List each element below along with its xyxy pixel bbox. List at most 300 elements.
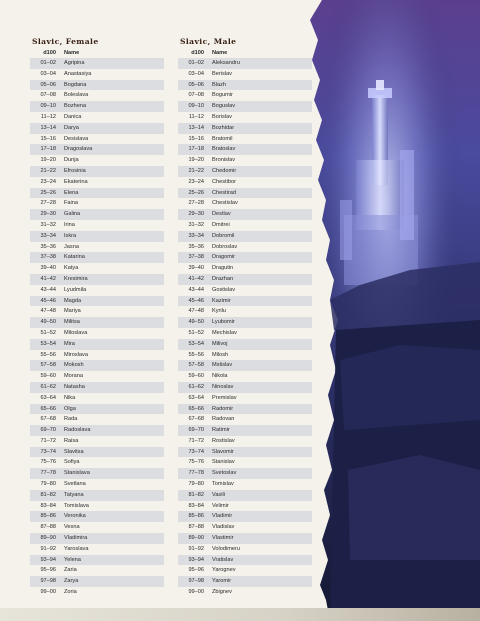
roll-range: 65–66 (40, 405, 56, 412)
female-roll-header: d100 (43, 50, 56, 56)
roll-range: 71–72 (40, 437, 56, 444)
roll-range: 73–74 (188, 448, 204, 455)
roll-range: 89–90 (188, 535, 204, 542)
name-cell: Agripina (64, 60, 85, 66)
name-cell: Mokosh (64, 362, 84, 369)
name-cell: Blazh (212, 81, 226, 88)
roll-range: 55–56 (40, 351, 56, 358)
roll-range: 13–14 (188, 124, 204, 131)
table-row (178, 188, 312, 199)
name-cell: Bogdana (64, 81, 87, 88)
table-row (178, 252, 312, 263)
name-cell: Chedomir (212, 167, 237, 174)
name-cell: Dragoslava (64, 146, 93, 153)
roll-range: 11–12 (188, 113, 204, 120)
name-cell: Miroslava (64, 351, 88, 358)
roll-range: 93–94 (40, 556, 56, 563)
roll-range: 71–72 (188, 437, 204, 444)
table-row (30, 112, 164, 123)
male-names-table (178, 36, 312, 598)
roll-range: 95–96 (188, 567, 204, 574)
name-cell: Radoslava (64, 427, 91, 434)
roll-range: 53–54 (40, 340, 56, 347)
table-row (178, 447, 312, 458)
roll-range: 41–42 (188, 275, 204, 282)
roll-range: 15–16 (188, 135, 204, 142)
name-cell: Aleksandru (212, 60, 240, 66)
roll-range: 43–44 (40, 286, 56, 293)
table-row (30, 69, 164, 80)
table-row (178, 263, 312, 274)
table-row (30, 101, 164, 112)
name-cell: Magda (64, 297, 82, 304)
table-row (30, 360, 164, 371)
table-row (30, 393, 164, 404)
table-row (178, 490, 312, 501)
name-cell: Tomislav (212, 481, 234, 488)
name-cell: Stanislav (212, 459, 235, 466)
table-row (30, 522, 164, 533)
name-cell: Vladimir (212, 513, 233, 520)
name-cell: Velimir (212, 502, 229, 509)
table-row (178, 220, 312, 231)
table-row (30, 511, 164, 522)
name-cell: Iskra (64, 232, 77, 239)
name-cell: Bronislav (212, 157, 236, 164)
table-row (30, 198, 164, 209)
roll-range: 47–48 (188, 308, 204, 315)
table-row (178, 425, 312, 436)
name-cell: Natasha (64, 383, 85, 390)
name-cell: Tomislava (64, 502, 89, 509)
table-row (30, 404, 164, 415)
roll-range: 53–54 (188, 340, 204, 347)
name-cell: Boleslava (64, 92, 89, 99)
table-row (30, 587, 164, 598)
table-row (30, 263, 164, 274)
table-row (30, 134, 164, 145)
table-row (178, 468, 312, 479)
table-row (30, 425, 164, 436)
roll-range: 51–52 (188, 329, 204, 336)
name-cell: Sofiya (64, 459, 80, 466)
name-cell: Mira (64, 340, 75, 347)
table-row (178, 274, 312, 285)
name-cell: Dmitrei (212, 221, 230, 228)
roll-range: 11–12 (40, 113, 56, 120)
table-row (30, 80, 164, 91)
roll-range: 29–30 (40, 211, 56, 218)
male-table-title: Slavic, Male (180, 37, 237, 46)
roll-range: 55–56 (188, 351, 204, 358)
table-row (178, 155, 312, 166)
roll-range: 57–58 (40, 362, 56, 369)
name-cell: Mariya (64, 308, 81, 315)
male-roll-header: d100 (191, 50, 204, 56)
table-row (178, 350, 312, 361)
roll-range: 15–16 (40, 135, 56, 142)
roll-range: 29–30 (188, 211, 204, 218)
table-row (178, 576, 312, 587)
name-cell: Efrosinia (64, 167, 86, 174)
table-row (178, 112, 312, 123)
roll-range: 33–34 (188, 232, 204, 239)
name-cell: Nikola (212, 373, 228, 380)
roll-range: 01–02 (40, 60, 56, 66)
name-cell: Vladimira (64, 535, 88, 542)
table-row (30, 565, 164, 576)
roll-range: 97–98 (188, 578, 204, 585)
table-row (30, 436, 164, 447)
roll-range: 77–78 (40, 470, 56, 477)
name-cell: Faina (64, 200, 78, 207)
name-cell: Miloslava (64, 329, 88, 336)
table-row (178, 285, 312, 296)
table-row (178, 166, 312, 177)
roll-range: 79–80 (40, 481, 56, 488)
roll-range: 09–10 (188, 103, 204, 110)
table-row (178, 209, 312, 220)
name-cell: Mstislav (212, 362, 233, 369)
table-row (30, 231, 164, 242)
table-row (30, 350, 164, 361)
roll-range: 33–34 (40, 232, 56, 239)
name-cell: Zbignev (212, 589, 232, 596)
table-row (178, 414, 312, 425)
name-cell: Galina (64, 211, 81, 218)
name-cell: Chestislav (212, 200, 238, 207)
table-row (30, 501, 164, 512)
roll-range: 67–68 (40, 416, 56, 423)
name-cell: Jasna (64, 243, 79, 250)
name-cell: Drazhan (212, 275, 234, 282)
roll-range: 21–22 (188, 167, 204, 174)
roll-range: 95–96 (40, 567, 56, 574)
roll-range: 91–92 (40, 545, 56, 552)
roll-range: 99–00 (40, 589, 56, 596)
name-cell: Boguslav (212, 103, 236, 110)
name-cell: Kazimir (212, 297, 231, 304)
table-row (30, 90, 164, 101)
name-cell: Svetlana (64, 481, 86, 488)
roll-range: 21–22 (40, 167, 56, 174)
name-cell: Vesna (64, 524, 80, 531)
roll-range: 75–76 (40, 459, 56, 466)
roll-range: 99–00 (188, 589, 204, 596)
table-row (178, 544, 312, 555)
name-cell: Vasili (212, 491, 225, 498)
roll-range: 69–70 (188, 427, 204, 434)
male-name-header: Name (212, 50, 228, 56)
name-cell: Mechislav (212, 329, 237, 336)
table-row (178, 134, 312, 145)
roll-range: 57–58 (188, 362, 204, 369)
roll-range: 59–60 (40, 373, 56, 380)
name-cell: Dobroslav (212, 243, 238, 250)
name-cell: Premislav (212, 394, 237, 401)
roll-range: 03–04 (40, 70, 56, 77)
roll-range: 87–88 (188, 524, 204, 531)
female-rows (30, 58, 164, 598)
name-cell: Tatyana (64, 491, 84, 498)
name-cell: Volodimeru (212, 545, 240, 552)
roll-range: 17–18 (40, 146, 56, 153)
name-cell: Zarya (64, 578, 79, 585)
name-cell: Nika (64, 394, 76, 401)
table-row (30, 166, 164, 177)
name-cell: Destlav (212, 211, 231, 218)
roll-range: 91–92 (188, 545, 204, 552)
table-row (30, 371, 164, 382)
table-row (30, 490, 164, 501)
roll-range: 49–50 (40, 319, 56, 326)
table-row (30, 123, 164, 134)
table-row (178, 565, 312, 576)
table-row (30, 544, 164, 555)
table-row (178, 144, 312, 155)
name-cell: Bozhena (64, 103, 87, 110)
female-name-header: Name (64, 50, 80, 56)
roll-range: 27–28 (40, 200, 56, 207)
roll-range: 23–24 (188, 178, 204, 185)
name-cell: Radomir (212, 405, 234, 412)
name-cell: Bozhidar (212, 124, 235, 131)
roll-range: 27–28 (188, 200, 204, 207)
roll-range: 69–70 (40, 427, 56, 434)
name-cell: Bogumir (212, 92, 233, 99)
table-row (30, 414, 164, 425)
name-cell: Slavitsa (64, 448, 84, 455)
roll-range: 39–40 (188, 265, 204, 272)
table-row (178, 555, 312, 566)
name-cell: Kresimira (64, 275, 88, 282)
roll-range: 73–74 (40, 448, 56, 455)
roll-range: 19–20 (40, 157, 56, 164)
table-row (178, 177, 312, 188)
name-cell: Dragomir (212, 254, 236, 261)
table-row (178, 360, 312, 371)
name-cell: Slavomir (212, 448, 234, 455)
roll-range: 59–60 (188, 373, 204, 380)
roll-range: 61–62 (188, 383, 204, 390)
roll-range: 35–36 (40, 243, 56, 250)
roll-range: 89–90 (40, 535, 56, 542)
roll-range: 03–04 (188, 70, 204, 77)
roll-range: 01–02 (188, 60, 204, 66)
name-cell: Lyudmila (64, 286, 87, 293)
female-names-table (30, 36, 164, 598)
roll-range: 39–40 (40, 265, 56, 272)
table-row (178, 522, 312, 533)
roll-range: 85–86 (40, 513, 56, 520)
name-cell: Chestibor (212, 178, 236, 185)
table-row (30, 242, 164, 253)
name-cell: Katya (64, 265, 79, 272)
roll-range: 07–08 (188, 92, 204, 99)
name-cell: Yaromir (212, 578, 232, 585)
name-cell: Chestirad (212, 189, 236, 196)
roll-range: 47–48 (40, 308, 56, 315)
table-row (30, 155, 164, 166)
page-footer-bar (0, 608, 480, 621)
roll-range: 63–64 (40, 394, 56, 401)
name-cell: Darya (64, 124, 79, 131)
table-row (30, 274, 164, 285)
table-row (178, 90, 312, 101)
roll-range: 67–68 (188, 416, 204, 423)
roll-range: 19–20 (188, 157, 204, 164)
table-row (178, 80, 312, 91)
name-cell: Milivoj (212, 340, 228, 347)
name-cell: Kyrilu (212, 308, 226, 315)
table-row (30, 209, 164, 220)
table-row (178, 101, 312, 112)
name-cell: Dunja (64, 157, 79, 164)
table-row (30, 188, 164, 199)
name-cell: Katarina (64, 254, 85, 261)
table-row (30, 144, 164, 155)
name-cell: Ekaterina (64, 178, 88, 185)
roll-range: 37–38 (188, 254, 204, 261)
name-cell: Zaria (64, 567, 77, 574)
name-cell: Svetoslav (212, 470, 237, 477)
table-row (30, 285, 164, 296)
roll-range: 81–82 (40, 491, 56, 498)
table-row (30, 306, 164, 317)
table-row (30, 339, 164, 350)
roll-range: 17–18 (188, 146, 204, 153)
male-rows (178, 58, 312, 598)
name-cell: Bratomil (212, 135, 233, 142)
roll-range: 79–80 (188, 481, 204, 488)
roll-range: 41–42 (40, 275, 56, 282)
name-cell: Yelena (64, 556, 81, 563)
table-row (178, 123, 312, 134)
roll-range: 25–26 (40, 189, 56, 196)
roll-range: 65–66 (188, 405, 204, 412)
table-row (178, 393, 312, 404)
roll-range: 23–24 (40, 178, 56, 185)
roll-range: 37–38 (40, 254, 56, 261)
table-row (30, 317, 164, 328)
name-cell: Dobromil (212, 232, 235, 239)
roll-range: 13–14 (40, 124, 56, 131)
table-row (178, 511, 312, 522)
name-cell: Stanislava (64, 470, 90, 477)
table-row (178, 533, 312, 544)
table-row (30, 468, 164, 479)
name-cell: Militsa (64, 319, 80, 326)
female-table-header (30, 48, 164, 58)
name-cell: Berislav (212, 70, 232, 77)
table-row (178, 58, 312, 69)
roll-range: 05–06 (40, 81, 56, 88)
table-row (30, 58, 164, 69)
roll-range: 87–88 (40, 524, 56, 531)
table-row (178, 296, 312, 307)
table-row (30, 555, 164, 566)
table-row (178, 242, 312, 253)
roll-range: 93–94 (188, 556, 204, 563)
name-cell: Vlastimir (212, 535, 234, 542)
table-row (178, 382, 312, 393)
roll-range: 31–32 (40, 221, 56, 228)
table-row (178, 501, 312, 512)
roll-range: 75–76 (188, 459, 204, 466)
roll-range: 49–50 (188, 319, 204, 326)
name-cell: Morana (64, 373, 83, 380)
table-row (178, 69, 312, 80)
name-cell: Ninoslav (212, 383, 234, 390)
name-cell: Bratoslav (212, 146, 236, 153)
roll-range: 61–62 (40, 383, 56, 390)
roll-range: 83–84 (40, 502, 56, 509)
table-row (178, 479, 312, 490)
roll-range: 05–06 (188, 81, 204, 88)
roll-range: 43–44 (188, 286, 204, 293)
table-row (30, 382, 164, 393)
table-row (30, 479, 164, 490)
table-row (178, 587, 312, 598)
name-cell: Rada (64, 416, 78, 423)
name-cell: Milosh (212, 351, 229, 358)
name-cell: Anastasiya (64, 70, 92, 77)
table-row (30, 533, 164, 544)
table-row (30, 447, 164, 458)
table-row (178, 404, 312, 415)
table-row (30, 576, 164, 587)
name-cell: Gostislav (212, 286, 236, 293)
table-row (30, 457, 164, 468)
name-cell: Vladislav (212, 524, 235, 531)
name-cell: Olga (64, 405, 76, 412)
name-cell: Ratimir (212, 427, 230, 434)
roll-range: 25–26 (188, 189, 204, 196)
table-row (178, 457, 312, 468)
roll-range: 09–10 (40, 103, 56, 110)
roll-range: 31–32 (188, 221, 204, 228)
roll-range: 45–46 (40, 297, 56, 304)
table-row (178, 317, 312, 328)
table-row (178, 436, 312, 447)
name-cell: Rostislav (212, 437, 235, 444)
roll-range: 07–08 (40, 92, 56, 99)
roll-range: 35–36 (188, 243, 204, 250)
name-cell: Yarognev (212, 567, 236, 574)
roll-range: 85–86 (188, 513, 204, 520)
name-cell: Radovan (212, 416, 235, 423)
table-row (30, 252, 164, 263)
castle-illustration (300, 0, 480, 621)
name-cell: Elena (64, 189, 79, 196)
name-cell: Borislav (212, 113, 232, 120)
name-cell: Lyubomir (212, 319, 235, 326)
name-cell: Yaroslava (64, 545, 89, 552)
table-row (178, 198, 312, 209)
roll-range: 97–98 (40, 578, 56, 585)
name-cell: Vratislav (212, 556, 234, 563)
roll-range: 77–78 (188, 470, 204, 477)
name-cell: Raisa (64, 437, 79, 444)
roll-range: 45–46 (188, 297, 204, 304)
name-cell: Veronika (64, 513, 86, 520)
name-cell: Zoria (64, 589, 77, 596)
male-table-header (178, 48, 312, 58)
table-row (30, 328, 164, 339)
table-row (178, 371, 312, 382)
table-row (30, 296, 164, 307)
name-cell: Danica (64, 113, 82, 120)
